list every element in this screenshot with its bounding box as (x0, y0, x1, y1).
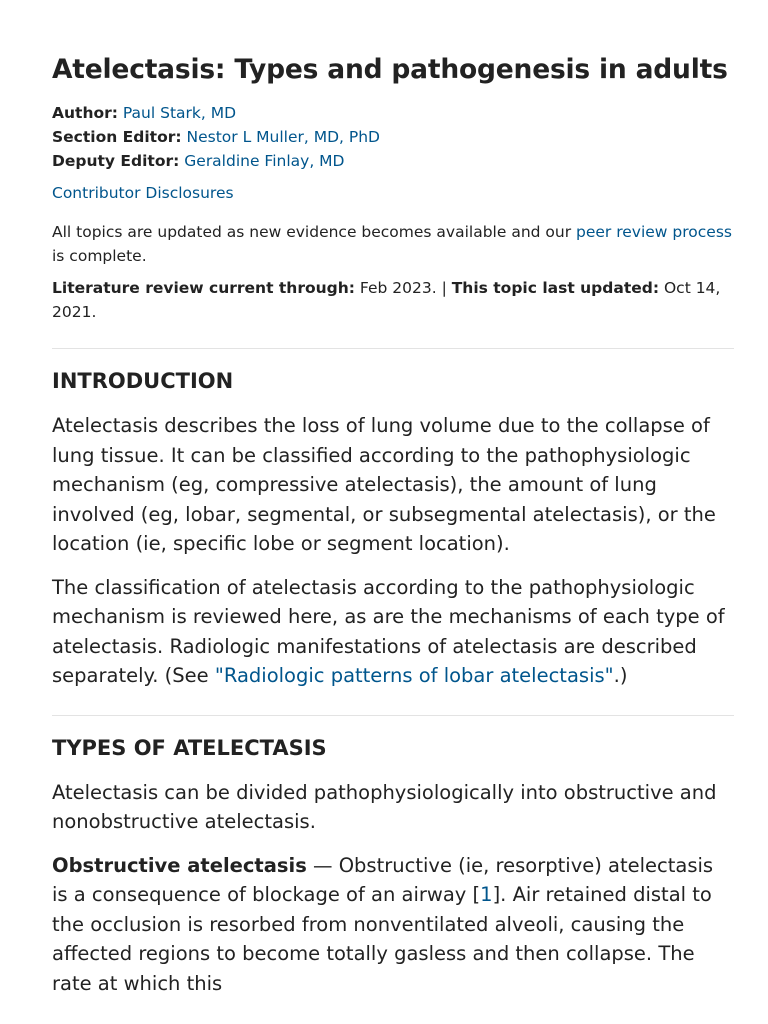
types-p2-text-before: — Obstructive (ie, resorptive) atelectasis is a consequence of blockage of an airway [ (52, 853, 714, 906)
reference-link-1[interactable]: 1 (480, 883, 493, 906)
deputy-editor-link[interactable]: Geraldine Finlay, MD (184, 152, 345, 170)
types-heading: TYPES OF ATELECTASIS (52, 735, 327, 760)
contributor-disclosures-link[interactable]: Contributor Disclosures (52, 184, 234, 202)
author-link[interactable]: Paul Stark, MD (122, 104, 237, 122)
section-editor-role: Section Editor: (52, 128, 182, 146)
introduction-paragraph-2 (52, 573, 734, 691)
types-paragraph-2 (52, 851, 734, 999)
notice-text-before: All topics are updated as new evidence becomes available and our (52, 223, 577, 241)
notice-text-after: is complete. (52, 247, 147, 265)
last-updated-label: This topic last updated: (451, 279, 660, 297)
intro-p2-text-after: .) (613, 664, 628, 687)
review-separator: | (436, 279, 452, 297)
update-notice (52, 220, 734, 268)
intro-p2-text-before: The classification of atelectasis according to the pathophysiologic mechanism is reviewed here, as are the mechanisms of each type of atelectasis. Radiologic manifestations of atelectasis are described separately. (See (52, 575, 725, 687)
byline (52, 101, 734, 173)
byline-deputy-editor (52, 149, 734, 173)
types-paragraph-1: Atelectasis can be divided pathophysiologically into obstructive and nonobstructive atelectasis. (52, 780, 717, 833)
author-role: Author: (52, 104, 118, 122)
section-divider (52, 715, 734, 716)
byline-author (52, 101, 734, 125)
radiologic-patterns-link[interactable]: "Radiologic patterns of lobar atelectasis" (214, 664, 614, 687)
introduction-paragraph-1: Atelectasis describes the loss of lung volume due to the collapse of lung tissue. It can be classified according to the pathophysiologic mechanism (eg, compressive atelectasis), the amount of lung involved (eg, lobar, segmental, or subsegmental atelectasis), or the location (ie, specific lobe or segment location). (52, 414, 716, 555)
types-p2-text-after: ]. Air retained distal to the occlusion is resorbed from nonventilated alveoli, causing the affected regions to become totally gasless and then collapse. The rate at which this (52, 883, 712, 995)
last-updated-value: Oct 14, 2021. (52, 279, 721, 321)
introduction-heading: INTRODUCTION (52, 369, 234, 393)
peer-review-link[interactable]: peer review process (576, 223, 732, 241)
lit-review-value: Feb 2023. (354, 279, 437, 297)
section-editor-link[interactable]: Nestor L Muller, MD, PhD (186, 128, 380, 146)
page-title: Atelectasis: Types and pathogenesis in adults (52, 54, 728, 85)
deputy-editor-role: Deputy Editor: (52, 152, 180, 170)
review-dates (52, 276, 734, 324)
byline-section-editor (52, 125, 734, 149)
section-divider (52, 348, 734, 349)
obstructive-lead: Obstructive atelectasis (52, 853, 307, 877)
lit-review-label: Literature review current through: (52, 279, 355, 297)
